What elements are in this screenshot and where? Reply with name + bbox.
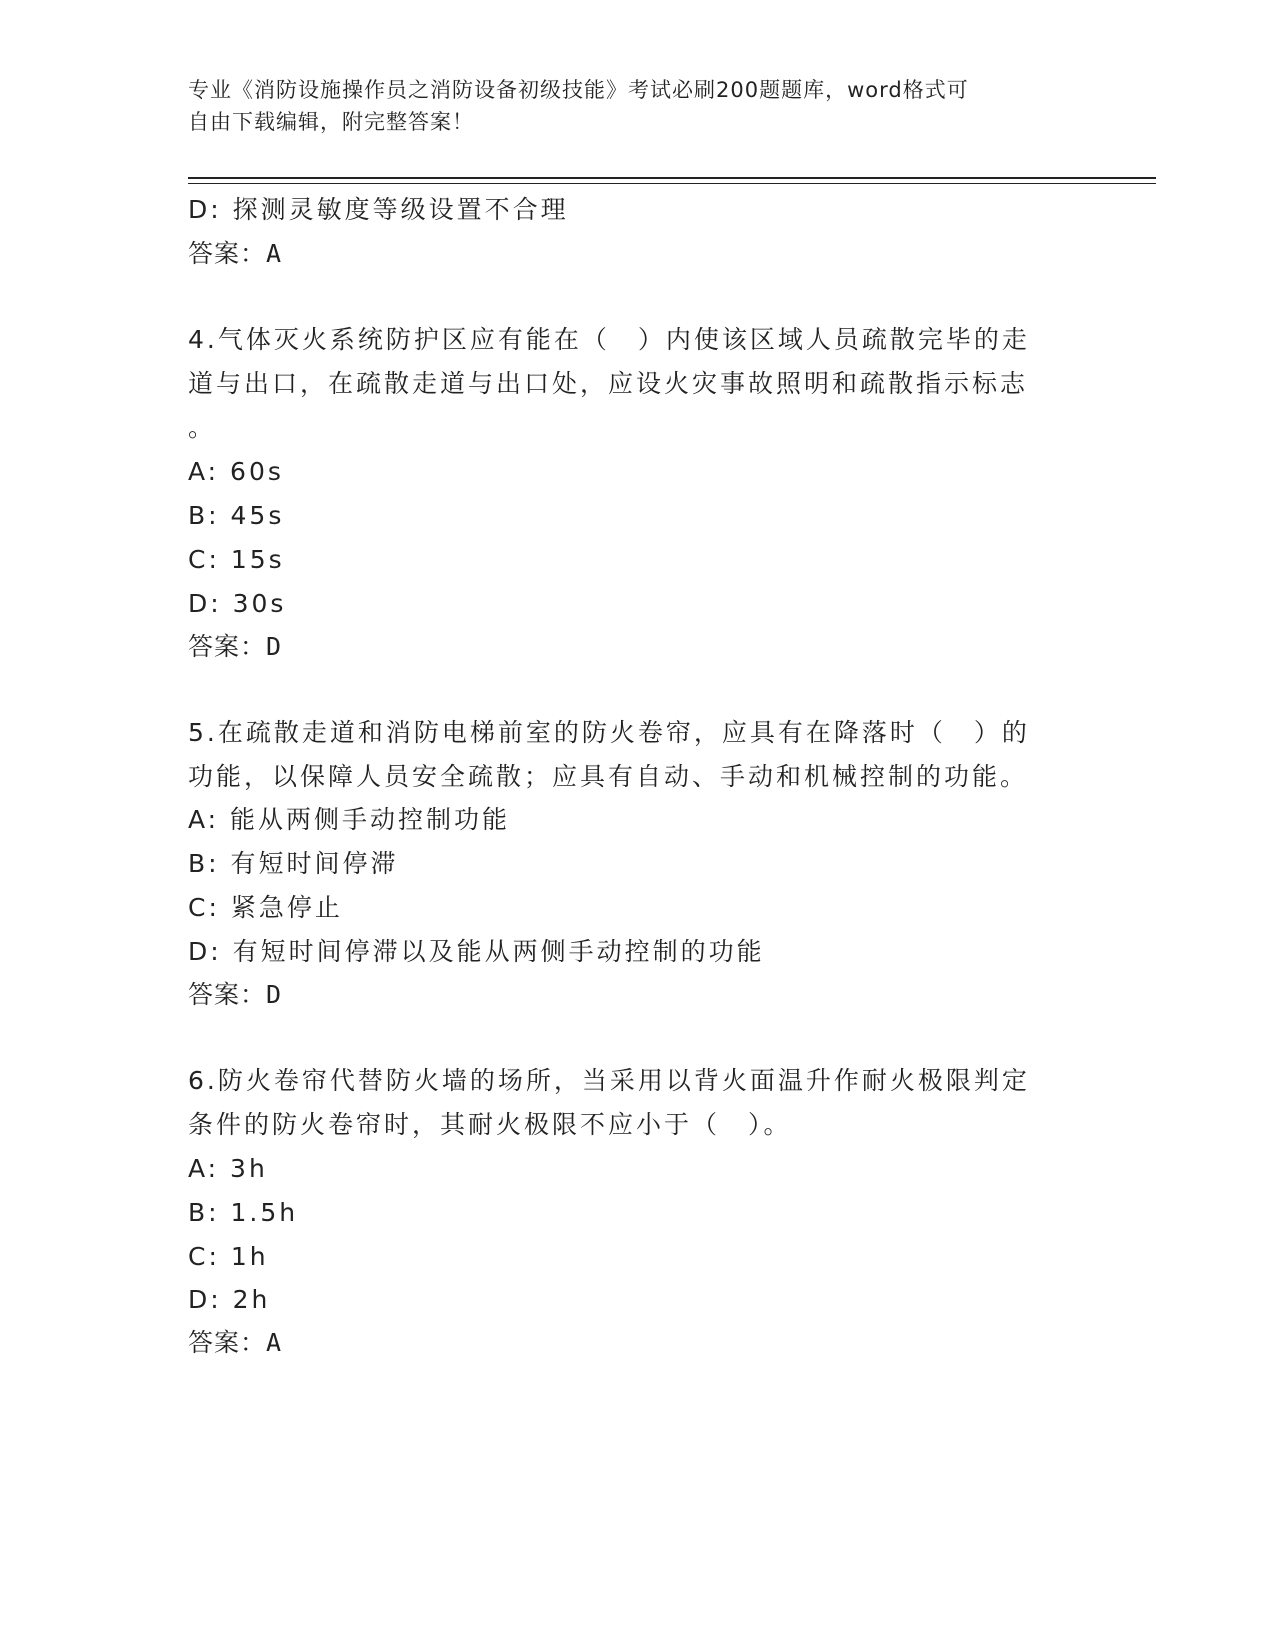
q6-stem-line-1: 6.防火卷帘代替防火墙的场所，当采用以背火面温升作耐火极限判定 xyxy=(188,1066,1030,1095)
q6-option-d: D: 2h xyxy=(188,1285,271,1314)
q4-stem-line-1: 4.气体灭火系统防护区应有能在（ ）内使该区域人员疏散完毕的走 xyxy=(188,325,1030,354)
q5-stem-line-2: 功能，以保障人员安全疏散；应具有自动、手动和机械控制的功能。 xyxy=(188,762,1029,791)
header-line-2: 自由下载编辑，附完整答案！ xyxy=(188,110,474,134)
q5-option-d: D: 有短时间停滞以及能从两侧手动控制的功能 xyxy=(188,937,765,966)
header-divider-thick xyxy=(188,177,1156,179)
q4-answer: 答案：D xyxy=(188,632,283,661)
header-divider-thin xyxy=(188,183,1156,184)
q4-option-a: A: 60s xyxy=(188,457,284,486)
q4-stem-line-3: 。 xyxy=(188,413,217,442)
q5-stem-line-1: 5.在疏散走道和消防电梯前室的防火卷帘，应具有在降落时（ ）的 xyxy=(188,718,1030,747)
q6-answer: 答案：A xyxy=(188,1328,283,1357)
q5-answer: 答案：D xyxy=(188,980,283,1009)
q6-option-c: C: 1h xyxy=(188,1242,269,1271)
q4-stem-line-2: 道与出口，在疏散走道与出口处，应设火灾事故照明和疏散指示标志 xyxy=(188,369,1029,398)
q6-option-b: B: 1.5h xyxy=(188,1198,299,1227)
q4-option-d: D: 30s xyxy=(188,589,287,618)
q4-option-b: B: 45s xyxy=(188,501,285,530)
document-header xyxy=(188,74,1068,138)
q5-option-a: A: 能从两侧手动控制功能 xyxy=(188,805,511,834)
q5-option-b: B: 有短时间停滞 xyxy=(188,849,399,878)
q4-option-c: C: 15s xyxy=(188,545,285,574)
q3-option-d: D: 探测灵敏度等级设置不合理 xyxy=(188,195,569,224)
q6-option-a: A: 3h xyxy=(188,1154,268,1183)
q6-stem-line-2: 条件的防火卷帘时，其耐火极限不应小于（ ）。 xyxy=(188,1110,792,1139)
q3-answer: 答案：A xyxy=(188,239,283,268)
q5-option-c: C: 紧急停止 xyxy=(188,893,343,922)
header-line-1: 专业《消防设施操作员之消防设备初级技能》考试必刷200题题库，word格式可 xyxy=(188,78,969,102)
